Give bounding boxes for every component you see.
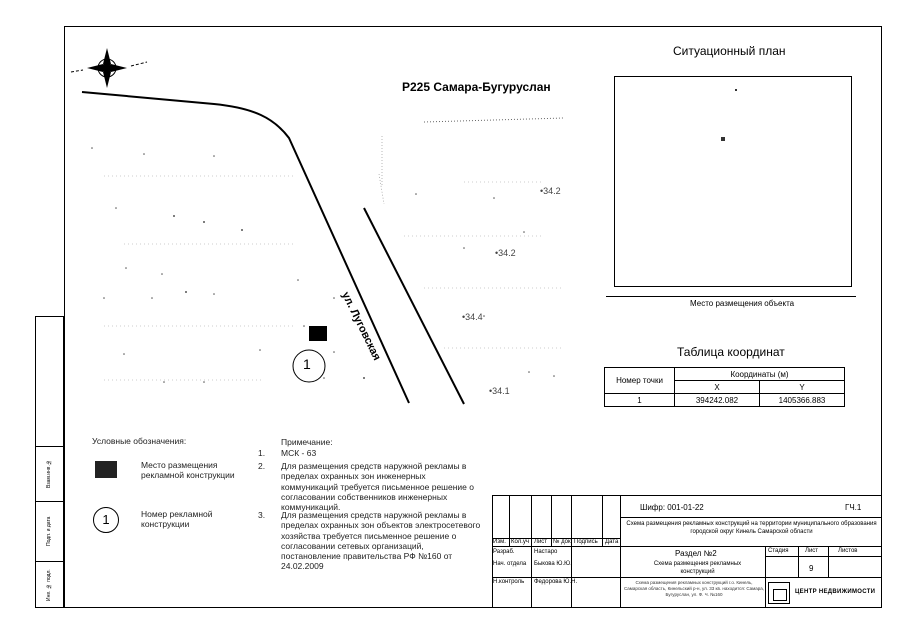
structure-number: 1 — [303, 356, 311, 372]
side-stamp-cell — [36, 447, 63, 502]
coords-row-y: 1405366.883 — [760, 394, 845, 407]
sheet-label: Лист — [805, 548, 819, 554]
coords-table-title: Таблица координат — [677, 345, 785, 359]
ad-structure-marker — [309, 326, 327, 341]
elevation-label: •34.2 — [540, 186, 561, 196]
side-stamp-blank — [36, 317, 63, 447]
side-stamp — [35, 316, 64, 608]
title-code: Шифр: 001-01-22 — [640, 503, 704, 512]
legend-item-label: Место размещения рекламной конструкции — [141, 460, 235, 481]
situation-plan-caption: Место размещения объекта — [690, 299, 795, 308]
title-description: Схема размещения рекламных конструкций на территории муниципального образования городской округ Кинель Самарской области — [626, 521, 877, 535]
note-number: 3. — [258, 510, 266, 520]
tb-header: Изм. — [493, 539, 506, 545]
main-road-line — [82, 92, 409, 403]
tb-header: № док. — [553, 539, 573, 545]
coords-header-point: Номер точки — [605, 368, 675, 394]
note-3: Для размещения средств наружной рекламы в пределах охранных зон объектов электросетевого хозяйства требуется письменное решение о согласовании сетевых организаций, постановление правительства РФ №160 от 24.02.2009 — [281, 510, 481, 572]
tb-name: Настаро — [534, 549, 558, 555]
coords-col-x: X — [675, 381, 760, 394]
logo-name: ЦЕНТР НЕДВИЖИМОСТИ — [795, 589, 876, 595]
stage-label: Стадия — [768, 548, 789, 554]
logo-icon — [768, 582, 790, 604]
note-number: 2. — [258, 461, 266, 471]
tb-header: Лист — [534, 539, 548, 545]
org-info: Схема размещения рекламных конструкций г.о. Кинель, Самарская область, Кинельский р-н, ул. 33 кв. находится: Самара, Бугуруслан, ул. Ф. Ч. №160 — [624, 580, 764, 597]
tb-header: Кол.уч — [511, 539, 529, 545]
tb-header: Дата — [605, 539, 619, 545]
coords-row-point: 1 — [605, 394, 675, 407]
street-label: ул. Луговская — [339, 290, 383, 363]
legend-item-label: Номер рекламной конструкции — [141, 509, 213, 530]
legend-structure-icon — [95, 461, 117, 478]
side-stamp-label: Подп. и дата — [46, 516, 52, 547]
sheet-code: ГЧ.1 — [845, 503, 862, 512]
map-points — [91, 147, 555, 383]
section-desc: Схема размещения рекламных конструкций — [653, 561, 742, 575]
tb-role: Нач. отдела — [493, 561, 527, 567]
coords-table — [604, 367, 845, 407]
note-1: МСК - 63 — [281, 448, 317, 458]
note-number: 1. — [258, 448, 266, 458]
tb-name: Быкова Ю.Ю. — [534, 561, 572, 567]
situation-plan-title: Ситуационный план — [673, 44, 786, 58]
side-stamp-label: Инв. № подл. — [46, 569, 52, 601]
legend-title: Условные обозначения: — [92, 436, 187, 446]
coords-header: Координаты (м) — [675, 368, 845, 381]
section-title: Раздел №2 — [675, 549, 717, 558]
tb-header: Подпись — [574, 539, 598, 545]
sheet-value: 9 — [809, 564, 814, 573]
coords-col-y: Y — [760, 381, 845, 394]
coords-row-x: 394242.082 — [675, 394, 760, 407]
note-2: Для размещения средств наружной рекламы в пределах охранных зон инженерных коммуникаций требуется письменное решение о согласовании собственников инженерных коммуникаций. — [281, 461, 474, 513]
tb-name: Федорова Ю.Н. — [534, 579, 578, 585]
situation-plan-divider — [606, 290, 856, 297]
elevation-label: •34.1 — [489, 386, 510, 396]
street-line — [364, 208, 464, 404]
tb-role: Разраб. — [493, 549, 515, 555]
road-label: Р225 Самара-Бугуруслан — [402, 80, 551, 94]
notes-title: Примечание: — [281, 437, 333, 447]
side-stamp-label: Взам.инв.№ — [46, 459, 52, 489]
elevation-label: •34.2 — [495, 248, 516, 258]
elevation-label: •34.4 — [462, 312, 483, 322]
situation-plan-box — [614, 76, 852, 287]
sheets-label: Листов — [838, 548, 858, 554]
legend-number-icon: 1 — [93, 507, 119, 533]
side-stamp-cell — [36, 562, 63, 609]
compass-icon — [71, 48, 147, 88]
side-stamp-cell — [36, 502, 63, 562]
tb-role: Н.контроль — [493, 579, 525, 585]
